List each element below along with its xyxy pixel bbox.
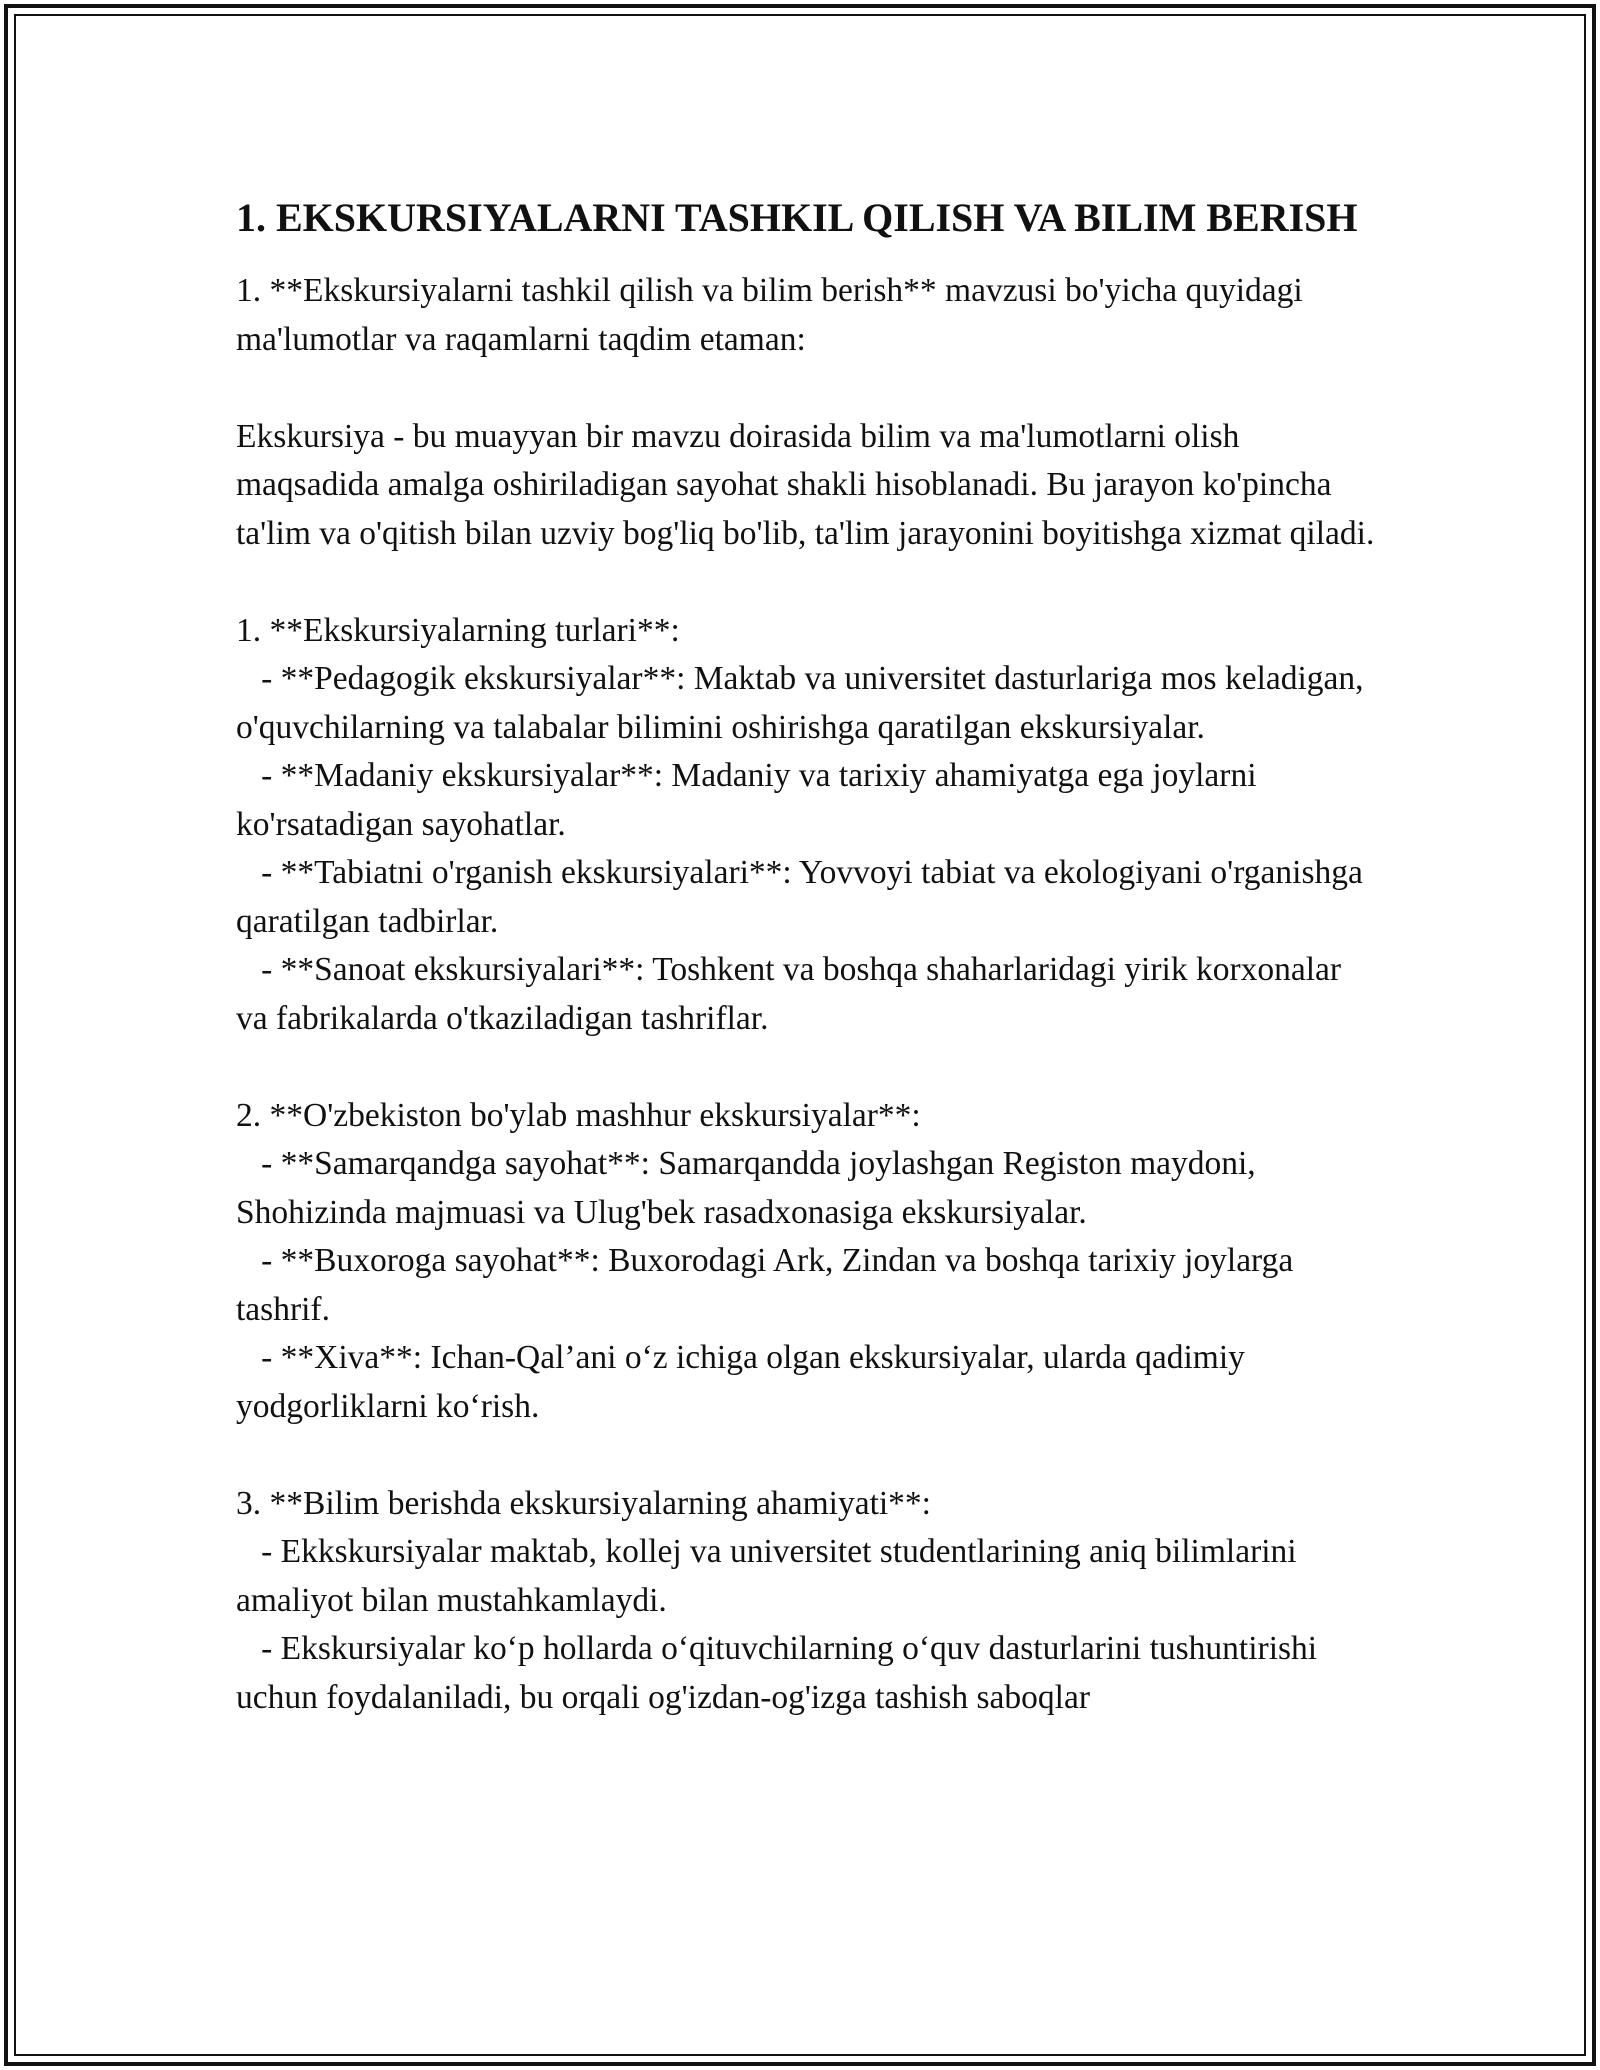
section-heading: 2. **O'zbekiston bo'ylab mashhur ekskursiyalar**: [236, 1096, 921, 1134]
section-famous-excursions [236, 1092, 1376, 1432]
section-heading: 1. **Ekskursiyalarning turlari**: [236, 611, 680, 649]
list-item: - **Samarqandga sayohat**: Samarqandda joylashgan Registon maydoni, Shohizinda majmuasi va Ulug'bek rasadxonasiga ekskursiyalar. [236, 1145, 1265, 1231]
list-item: - **Sanoat ekskursiyalari**: Toshkent va boshqa shaharlaridagi yirik korxonalar va fabrikalarda o'tkaziladigan tashriflar. [236, 951, 1350, 1037]
document-body [236, 190, 1376, 1722]
paragraph-spacer [236, 1043, 1376, 1092]
list-item: - **Madaniy ekskursiyalar**: Madaniy va tarixiy ahamiyatga ega joylarni ko'rsatadigan sayohatlar. [236, 757, 1265, 843]
list-item: - **Buxoroga sayohat**: Buxorodagi Ark, Zindan va boshqa tarixiy joylarga tashrif. [236, 1242, 1302, 1328]
section-importance [236, 1480, 1376, 1723]
document-title: 1. EKSKURSIYALARNI TASHKIL QILISH VA BILIM BERISH [236, 195, 1358, 240]
paragraph-spacer [236, 558, 1376, 607]
section-types [236, 607, 1376, 1044]
intro-paragraph: 1. **Ekskursiyalarni tashkil qilish va bilim berish** mavzusi bo'yicha quyidagi ma'lumotlar va raqamlarni taqdim etaman: [236, 272, 1312, 358]
paragraph-spacer [236, 1431, 1376, 1480]
definition-paragraph: Ekskursiya - bu muayyan bir mavzu doirasida bilim va ma'lumotlarni olish maqsadida amalga oshiriladigan sayohat shakli hisoblanadi. Bu jarayon ko'pincha ta'lim va o'qitish bilan uzviy bog'liq bo'lib, ta'lim jarayonini boyitishga xizmat qiladi. [236, 417, 1375, 552]
section-heading: 3. **Bilim berishda ekskursiyalarning ahamiyati**: [236, 1484, 931, 1522]
list-item: - Ekkskursiyalar maktab, kollej va universitet studentlarining aniq bilimlarini amaliyot bilan mustahkamlaydi. [236, 1533, 1305, 1619]
list-item: - **Tabiatni o'rganish ekskursiyalari**: Yovvoyi tabiat va ekologiyani o'rganishga qaratilgan tadbirlar. [236, 854, 1372, 940]
list-item: - **Pedagogik ekskursiyalar**: Maktab va universitet dasturlariga mos keladigan, o'quvchilarning va talabalar bilimini oshirishga qaratilgan ekskursiyalar. [236, 660, 1372, 746]
paragraph-spacer [236, 364, 1376, 413]
list-item: - **Xiva**: Ichan-Qal’ani o‘z ichiga olgan ekskursiyalar, ularda qadimiy yodgorliklarni ko‘rish. [236, 1339, 1254, 1425]
list-item: - Ekskursiyalar ko‘p hollarda o‘qituvchilarning o‘quv dasturlarini tushuntirishi uchun foydalaniladi, bu orqali og'izdan-og'izga tashish saboqlar [236, 1630, 1326, 1716]
